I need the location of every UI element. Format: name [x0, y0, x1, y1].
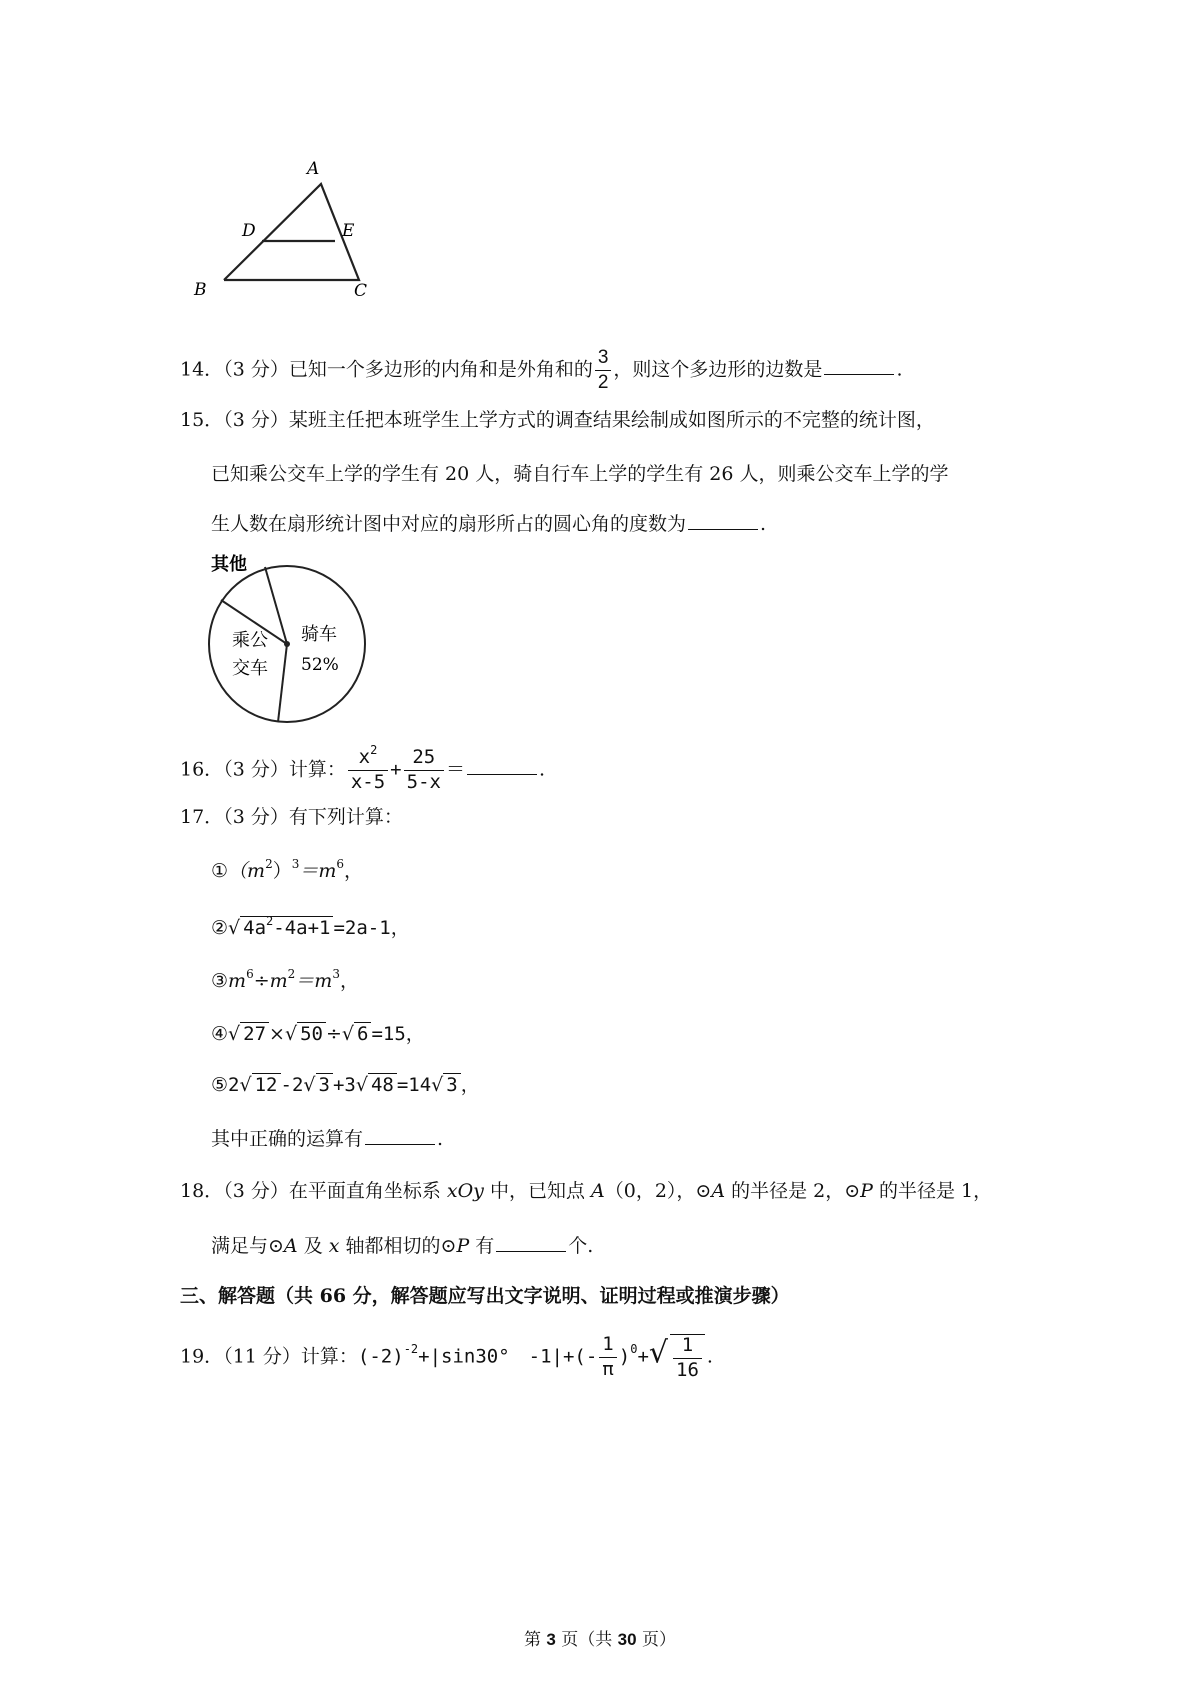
- q17-item4-div: ÷: [325, 1023, 342, 1045]
- q17-item-4: [211, 1022, 425, 1045]
- q17-item-3: [211, 967, 359, 992]
- q16-plus: +: [390, 758, 402, 781]
- pie-divider-bottom: [278, 644, 287, 722]
- q17-item1-c: ＝m: [299, 860, 337, 882]
- q17-item5-c1: 2: [228, 1074, 240, 1096]
- question-14: [180, 348, 902, 393]
- q19-t1: (-2): [357, 1345, 404, 1368]
- radical-sign: √: [228, 1023, 241, 1045]
- label-D: D: [242, 221, 256, 241]
- pie-label-bus-1: 乘公: [232, 630, 268, 651]
- q16-fraction-1: [348, 743, 388, 793]
- q19-fraction: [599, 1335, 616, 1380]
- q14-frac-den: 2: [597, 371, 609, 393]
- q19-number: 19．: [180, 1345, 224, 1368]
- q14-end: .: [896, 358, 903, 381]
- pie-label-bike: 骑车: [301, 624, 337, 645]
- q17-item2-radicand: [240, 916, 333, 939]
- q17-item3-a-exp: 6: [246, 967, 254, 981]
- label-C: C: [354, 281, 368, 301]
- q17-answer-blank[interactable]: [365, 1128, 435, 1145]
- q14-text-before: 已知一个多边形的内角和是外角和的: [288, 358, 593, 381]
- q16-fraction-2: [404, 748, 444, 793]
- q17-item5-c3: +3: [332, 1074, 356, 1096]
- radical-sign: √: [303, 1074, 316, 1096]
- q19-text: 计算：: [300, 1345, 358, 1368]
- q14-text-after: ，则这个多边形的边数是: [613, 358, 823, 381]
- q17-item3-a: m: [228, 970, 247, 992]
- q17-item5-marker: ⑤: [211, 1074, 229, 1096]
- q17-item5-end: ，: [460, 1074, 480, 1096]
- q16-f1-num-exp: 2: [370, 743, 378, 757]
- pie-label-other: 其他: [211, 554, 247, 575]
- q18-l2-P: P: [456, 1235, 470, 1257]
- q17-item5-r2: 3: [316, 1073, 333, 1096]
- q17-item4-r3: 6: [354, 1022, 371, 1045]
- q17-item1-end: ，: [344, 860, 364, 882]
- q17-item3-c-exp: 3: [332, 967, 340, 981]
- q19-score: （11 分）: [223, 1345, 301, 1368]
- q19-t3-exp: 0: [630, 1342, 638, 1357]
- q17-item4-r1: 27: [240, 1022, 269, 1045]
- q16-text: 计算：: [288, 758, 346, 781]
- section-3-heading-text: 三、解答题（共 66 分，解答题应写出文字说明、证明过程或推演步骤）: [180, 1285, 790, 1307]
- q18-number: 18．: [180, 1180, 224, 1202]
- page-footer: [0, 1631, 1200, 1649]
- q18-l1-c: （0，2），⊙: [604, 1180, 712, 1202]
- pie-center: [284, 641, 290, 647]
- q16-f1-num: x: [358, 746, 371, 768]
- q17-item2-marker: ②: [211, 917, 229, 939]
- q18-l1-d: 的半径是 2，⊙: [725, 1180, 861, 1202]
- footer-text-c: 页）: [636, 1630, 676, 1650]
- q15-line1: 某班主任把本班学生上学方式的调查结果绘制成如图所示的不完整的统计图，: [288, 409, 935, 431]
- q17-item1-b: ）: [272, 860, 292, 882]
- q19-frac-num: 1: [599, 1335, 616, 1358]
- q18-l1-a: 在平面直角坐标系: [288, 1180, 447, 1202]
- q17-text: 有下列计算：: [288, 806, 403, 828]
- label-B: B: [194, 280, 207, 300]
- q17-item4-end: ，: [405, 1023, 425, 1045]
- radical-sign: √: [284, 1023, 298, 1045]
- q18-l1-A: A: [591, 1180, 605, 1202]
- q19-t4: +: [637, 1345, 649, 1368]
- q16-end: .: [538, 758, 546, 781]
- q17-item3-end: ，: [339, 970, 359, 992]
- q17-item1-a-exp: 2: [265, 857, 273, 871]
- q19-t2: +|sin30° -1|+(-: [418, 1345, 598, 1368]
- q19-radical-fraction: [670, 1334, 705, 1381]
- footer-text-a: 第: [523, 1630, 547, 1650]
- q16-answer-blank[interactable]: [467, 758, 537, 775]
- q17-item2-rad-b: -4a+1: [273, 917, 331, 939]
- q15-end: .: [760, 513, 767, 535]
- q18-l2-c: 轴都相切的⊙: [339, 1235, 457, 1257]
- radical-sign: √: [341, 1023, 354, 1045]
- q17-item-2: [211, 916, 410, 939]
- q14-answer-blank[interactable]: [824, 358, 894, 375]
- q17-item1-b-exp: 3: [291, 857, 300, 871]
- q17-item4-rhs: =15: [371, 1023, 406, 1045]
- q18-l1-P: P: [860, 1180, 873, 1202]
- q18-l2-a: 满足与⊙: [211, 1235, 284, 1257]
- q18-answer-blank[interactable]: [496, 1235, 566, 1252]
- q18-l2-b: 及: [297, 1235, 329, 1257]
- q18-l2-d: 有: [469, 1235, 495, 1257]
- q17-item2-rhs: =2a-1: [333, 917, 391, 939]
- q17-item4-times: ×: [269, 1023, 285, 1045]
- question-16: [180, 743, 546, 793]
- q17-item3-b: ÷m: [253, 970, 288, 992]
- q19-rad-num: 1: [673, 1336, 702, 1359]
- q16-f1-den: x-5: [350, 770, 386, 793]
- q17-item2-rad-a: 4a: [243, 917, 267, 939]
- q15-line3: 生人数在扇形统计图中对应的扇形所占的圆心角的度数为: [211, 513, 687, 535]
- q19-t3: ): [618, 1345, 631, 1368]
- q17-item4-r2: 50: [297, 1022, 326, 1045]
- question-15-line1: [180, 411, 935, 430]
- q17-item5-r3: 48: [368, 1073, 397, 1096]
- q17-conclusion-text: 其中正确的运算有: [211, 1128, 364, 1150]
- q17-item-5: [211, 1073, 480, 1096]
- q18-l1-xoy: xOy: [446, 1180, 484, 1202]
- q17-item5-c4: =14: [396, 1074, 432, 1096]
- q17-number: 17．: [180, 806, 224, 828]
- q14-fraction: [595, 348, 612, 393]
- label-E: E: [342, 221, 355, 241]
- q16-score: （3 分）: [223, 758, 289, 781]
- q17-score: （3 分）: [223, 806, 289, 828]
- q15-line2: 已知乘公交车上学的学生有 20 人，骑自行车上学的学生有 26 人，则乘公交车上学的学: [211, 463, 949, 485]
- radical-sign: √: [648, 1335, 669, 1371]
- pie-chart: [195, 552, 375, 722]
- q16-f2-num: 25: [404, 748, 444, 771]
- q17-item5-r4: 3: [443, 1073, 460, 1096]
- q17-item5-r1: 12: [252, 1073, 281, 1096]
- radical-sign: √: [431, 1074, 444, 1096]
- q15-score: （3 分）: [223, 409, 289, 431]
- triangle-figure: [194, 150, 400, 325]
- q17-item3-c: ＝m: [295, 970, 333, 992]
- footer-total-pages: 30: [617, 1630, 637, 1649]
- q16-f2-den: 5-x: [406, 770, 441, 793]
- q17-conclusion: [211, 1128, 443, 1149]
- q15-answer-blank[interactable]: [688, 513, 758, 530]
- q14-number: 14．: [180, 358, 224, 381]
- question-18-line1: [180, 1182, 992, 1201]
- question-15-line2: [211, 465, 949, 484]
- question-18-line2: [211, 1235, 593, 1256]
- pie-label-bus-2: 交车: [232, 658, 268, 679]
- q17-item2-end: ，: [390, 917, 410, 939]
- q18-l2-x: x: [328, 1235, 340, 1257]
- q18-l1-e: 的半径是 1，: [872, 1180, 993, 1202]
- q14-frac-num: 3: [595, 348, 612, 371]
- q17-item1-marker: ①: [211, 860, 229, 882]
- q17-item1-a: （m: [228, 860, 266, 882]
- question-17: [180, 808, 403, 827]
- q18-l1-A2: A: [711, 1180, 726, 1202]
- q19-t1-exp: -2: [403, 1342, 419, 1357]
- q17-item1-c-exp: 6: [336, 857, 345, 871]
- q18-l2-A: A: [283, 1235, 298, 1257]
- footer-page-number: 3: [546, 1630, 556, 1649]
- q15-number: 15．: [180, 409, 224, 431]
- q18-l1-b: 中，已知点: [483, 1180, 591, 1202]
- footer-text-b: 页（共: [555, 1630, 618, 1650]
- q17-item2-rad-exp: 2: [266, 914, 274, 928]
- q17-item-1: [211, 857, 364, 882]
- q16-number: 16．: [180, 758, 224, 781]
- q17-item3-marker: ③: [211, 970, 229, 992]
- q19-end: .: [706, 1345, 713, 1368]
- q17-item3-b-exp: 2: [287, 967, 296, 981]
- q18-score: （3 分）: [223, 1180, 289, 1202]
- label-A: A: [307, 159, 320, 179]
- section-3-heading: [180, 1287, 790, 1306]
- pie-label-bike-pct: 52%: [301, 655, 339, 675]
- radical-sign: √: [239, 1074, 252, 1096]
- radical-sign: √: [228, 917, 241, 939]
- q19-rad-den: 16: [676, 1358, 699, 1381]
- radical-sign: √: [355, 1074, 368, 1096]
- question-15-line3: [211, 513, 766, 534]
- q18-l2-e: 个.: [568, 1235, 594, 1257]
- q19-frac-den: π: [602, 1357, 614, 1380]
- q17-end: .: [437, 1128, 444, 1150]
- q14-score: （3 分）: [223, 358, 289, 381]
- q17-item5-c2: -2: [280, 1074, 304, 1096]
- q16-eq: ＝: [445, 758, 465, 781]
- question-19: [180, 1334, 713, 1381]
- q17-item4-marker: ④: [211, 1023, 229, 1045]
